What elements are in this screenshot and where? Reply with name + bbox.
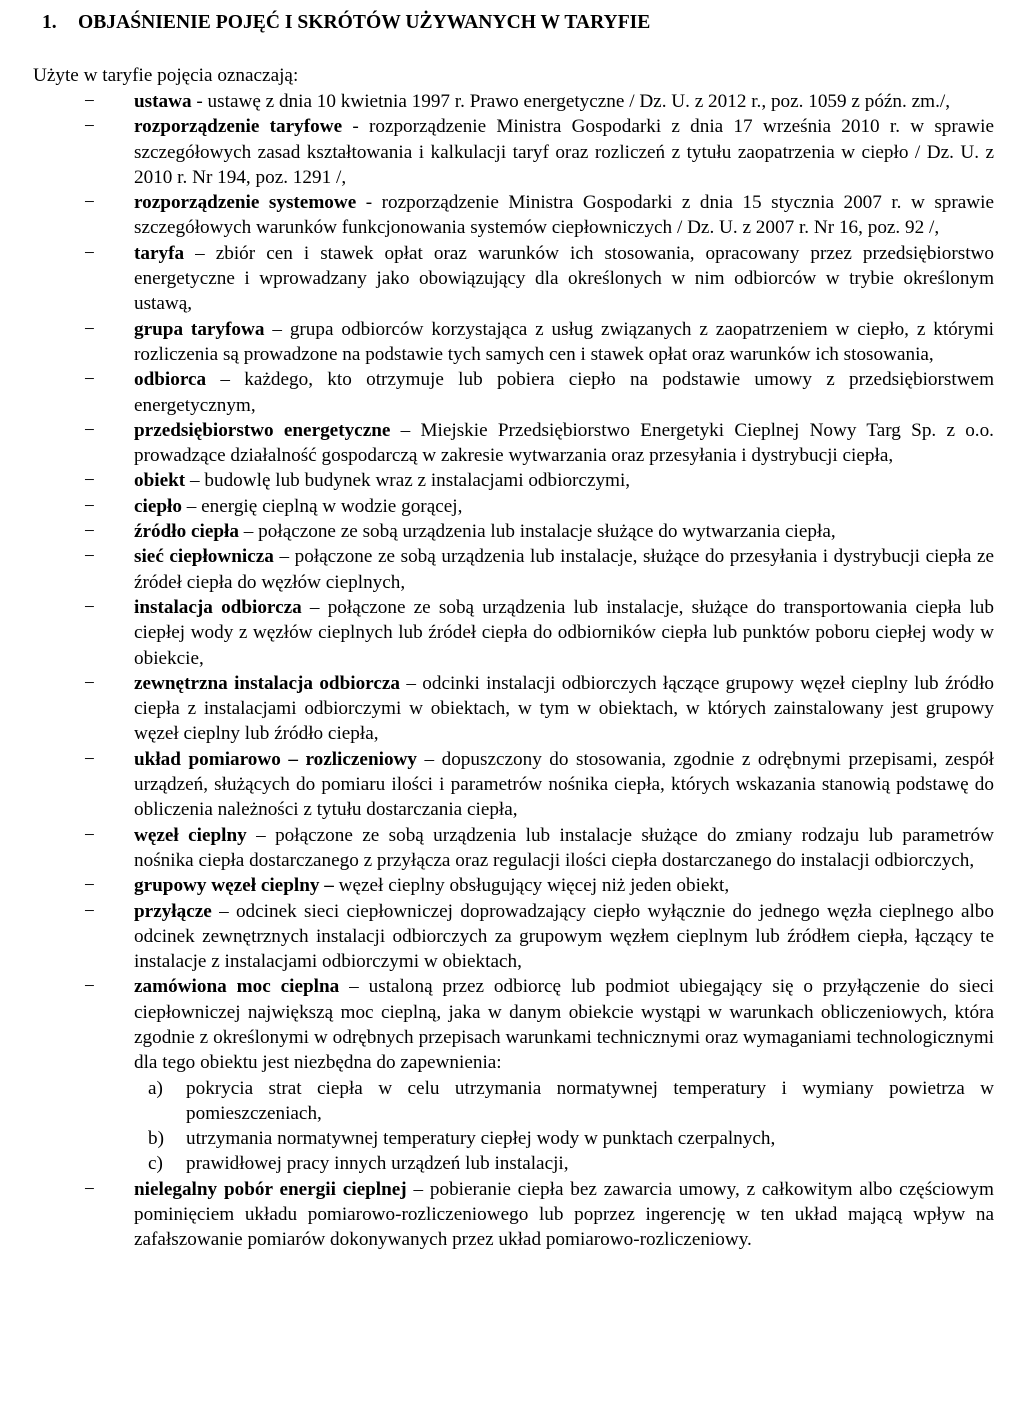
definition-term: zewnętrzna instalacja odbiorcza — [134, 672, 400, 694]
definition-text: – odcinki instalacji odbiorczych łączące grupowy węzeł cieplny lub źródło ciepła z instalacjami odbiorczymi w obiektach, w tym w obiektach, w których zainstalowany jest grupowy węzeł cieplny lub źródło ciepła, — [134, 672, 994, 745]
definition-cieplo — [0, 494, 994, 519]
list-bullet: − — [84, 369, 95, 391]
definition-rozporzadzenie-systemowe — [0, 190, 994, 241]
subitem-text: utrzymania normatywnej temperatury ciepłej wody w punktach czerpalnych, — [186, 1128, 776, 1150]
list-bullet: − — [84, 748, 95, 770]
definition-text: – ustaloną przez odbiorcę lub podmiot ubiegający się o przyłączenie do sieci ciepłowniczej największą moc cieplną, jaka w danym obiekcie wystąpi w warunkach obliczeniowych, która zgodnie z określonymi w odrębnych przepisach warunkami technicznymi oraz wymaganiami technologicznymi dla tego obiektu jest niezbędna do zapewnienia: — [134, 976, 994, 1074]
section-number: 1. — [42, 12, 57, 33]
definition-term: źródło ciepła — [134, 521, 239, 543]
list-bullet: − — [84, 1178, 95, 1200]
definition-zewnetrzna-instalacja-odbiorcza — [0, 671, 994, 747]
definition-text: – Miejskie Przedsiębiorstwo Energetyki Cieplnej Nowy Targ Sp. z o.o. prowadzące działalność gospodarczą w zakresie wytwarzania oraz przesyłania i dystrybucji ciepła, — [134, 419, 994, 467]
list-bullet: − — [84, 875, 95, 897]
definition-instalacja-odbiorcza — [0, 595, 994, 671]
list-bullet: − — [84, 546, 95, 568]
subitem-c — [0, 1151, 994, 1176]
definition-term: ciepło — [134, 495, 182, 517]
subitem-text: pokrycia strat ciepła w celu utrzymania normatywnej temperatury i wymiany powietrza w pomieszczeniach, — [186, 1077, 994, 1124]
definition-term: nielegalny pobór energii cieplnej — [134, 1178, 407, 1200]
definition-text: - ustawę z dnia 10 kwietnia 1997 r. Prawo energetyczne / Dz. U. z 2012 r., poz. 1059 z późn. zm./, — [191, 91, 950, 112]
definition-term: ustawa — [134, 91, 192, 112]
definition-taryfa — [0, 241, 994, 317]
definition-text: węzeł cieplny obsługujący więcej niż jeden obiekt, — [333, 875, 730, 897]
definition-text: – odcinek sieci ciepłowniczej doprowadzający ciepło wyłącznie do jednego węzła cieplnego albo odcinek zewnętrznych instalacji odbiorczych za grupowym węzłem cieplnym lub źródłem ciepła, łączący te instalacje z instalacjami odbiorczymi w obiektach, — [134, 900, 994, 973]
definition-term: zamówiona moc cieplna — [134, 976, 340, 998]
definition-term: przyłącze — [134, 900, 212, 922]
definition-grupa-taryfowa — [0, 317, 994, 368]
definition-text: – połączone ze sobą urządzenia lub instalacje, służące do przesyłania i dystrybucji ciepła ze źródeł ciepła do węzłów cieplnych, — [134, 546, 994, 593]
definition-term: grupowy węzeł cieplny – — [134, 875, 334, 897]
list-bullet: − — [84, 495, 95, 517]
definition-uklad-pomiarowo-rozliczeniowy — [0, 747, 994, 823]
definition-text: – grupa odbiorców korzystająca z usług związanych z zaopatrzeniem w ciepło, z którymi rozliczenia są prowadzone na podstawie tych samych cen i stawek opłat oraz warunków ich stosowania, — [134, 318, 994, 365]
list-bullet: − — [84, 596, 95, 618]
definition-text: – połączone ze sobą urządzenia lub instalacje, służące do transportowania ciepła lub ciepłej wody z węzłów cieplnych lub źródeł ciepła do odbiorników ciepła lub punktów poboru ciepłej wody w obiekcie, — [134, 596, 994, 669]
definition-text: – budowlę lub budynek wraz z instalacjami odbiorczymi, — [185, 470, 631, 492]
definitions-list — [0, 89, 1024, 1253]
definition-nielegalny-pobor — [0, 1177, 994, 1253]
definition-term: rozporządzenie taryfowe — [134, 116, 343, 138]
subitem-b — [0, 1126, 994, 1151]
definition-term: instalacja odbiorcza — [134, 596, 302, 618]
list-bullet: − — [84, 192, 95, 214]
definition-odbiorca — [0, 367, 994, 418]
definition-term: taryfa — [134, 242, 185, 264]
definition-zamowiona-moc-cieplna — [0, 974, 994, 1075]
definition-wezel-cieplny — [0, 823, 994, 874]
definition-term: węzeł cieplny — [134, 824, 247, 846]
list-bullet: − — [84, 470, 95, 492]
definition-text: – dopuszczony do stosowania, zgodnie z odrębnymi przepisami, zespół urządzeń, służących do pomiaru ilości i parametrów nośnika ciepła, których wskazania stanowią podstawę do obliczenia należności z tytułu dostarczania ciepła, — [134, 748, 994, 821]
list-bullet: − — [84, 521, 95, 543]
definition-text: - rozporządzenie Ministra Gospodarki z dnia 17 września 2010 r. w sprawie szczegółowych zasad kształtowania i kalkulacji taryf oraz rozliczeń z tytułu zaopatrzenia w ciepło / Dz. U. z 2010 r. Nr 194, poz. 1291 /, — [134, 116, 995, 188]
definition-term: przedsiębiorstwo energetyczne — [134, 419, 391, 441]
definition-rozporzadzenie-taryfowe — [0, 114, 994, 190]
definition-obiekt — [0, 468, 994, 493]
definition-text: – połączone ze sobą urządzenia lub instalacje służące do zmiany rodzaju lub parametrów nośnika ciepła dostarczanego z przyłącza oraz regulacji ilości ciepła dostarczanego do instalacji odbiorczych, — [134, 824, 995, 871]
list-bullet: − — [84, 91, 95, 112]
intro-text: Użyte w taryfie pojęcia oznaczają: — [33, 65, 299, 86]
list-bullet: − — [84, 672, 95, 694]
definition-text: – energię cieplną w wodzie gorącej, — [181, 495, 463, 517]
definition-text: – połączone ze sobą urządzenia lub instalacje służące do wytwarzania ciepła, — [238, 521, 836, 543]
subitem-text: prawidłowej pracy innych urządzeń lub instalacji, — [186, 1153, 569, 1175]
definition-text: - rozporządzenie Ministra Gospodarki z dnia 15 stycznia 2007 r. w sprawie szczegółowych warunków funkcjonowania systemów ciepłowniczych / Dz. U. z 2007 r. Nr 16, poz. 92 /, — [134, 192, 995, 239]
definition-term: układ pomiarowo – rozliczeniowy — [134, 748, 417, 770]
subitem-marker: c) — [148, 1153, 163, 1175]
definition-siec-cieplownicza — [0, 544, 994, 595]
list-bullet: − — [84, 242, 95, 264]
list-bullet: − — [84, 824, 95, 846]
subitem-marker: b) — [148, 1128, 164, 1150]
definition-przylacze — [0, 899, 994, 975]
list-bullet: − — [84, 900, 95, 922]
definition-text: – każdego, kto otrzymuje lub pobiera ciepło na podstawie umowy z przedsiębiorstwem energetycznym, — [134, 369, 994, 416]
section-heading — [42, 10, 650, 36]
definition-term: odbiorca — [134, 369, 207, 391]
definition-term: rozporządzenie systemowe — [134, 192, 357, 214]
subitem-marker: a) — [148, 1077, 163, 1099]
definition-term: obiekt — [134, 470, 186, 492]
list-bullet: − — [84, 116, 95, 138]
definition-term: sieć ciepłownicza — [134, 546, 274, 568]
definition-text: – zbiór cen i stawek opłat oraz warunków ich stosowania, opracowany przez przedsiębiorstwo energetyczne i wprowadzany jako obowiązujący dla określonych w nim odbiorców w trybie określonym ustawą, — [134, 242, 994, 315]
definition-term: grupa taryfowa — [134, 318, 265, 340]
definition-ustawa — [0, 89, 994, 114]
definition-przedsiebiorstwo-energetyczne — [0, 418, 994, 469]
subitem-a — [0, 1076, 994, 1127]
list-bullet: − — [84, 318, 95, 340]
definition-zrodlo-ciepla — [0, 519, 994, 544]
section-title: OBJAŚNIENIE POJĘĆ I SKRÓTÓW UŻYWANYCH W TARYFIE — [78, 12, 651, 33]
list-bullet: − — [84, 976, 95, 998]
definition-grupowy-wezel-cieplny — [0, 873, 994, 898]
definition-text: – pobieranie ciepła bez zawarcia umowy, z całkowitym albo częściowym pominięciem układu pomiarowo-rozliczeniowego lub poprzez ingerencję w ten układ mającą wpływ na zafałszowanie pomiarów dokonywanych przez układ pomiarowo-rozliczeniowy. — [134, 1178, 994, 1251]
list-bullet: − — [84, 419, 95, 441]
